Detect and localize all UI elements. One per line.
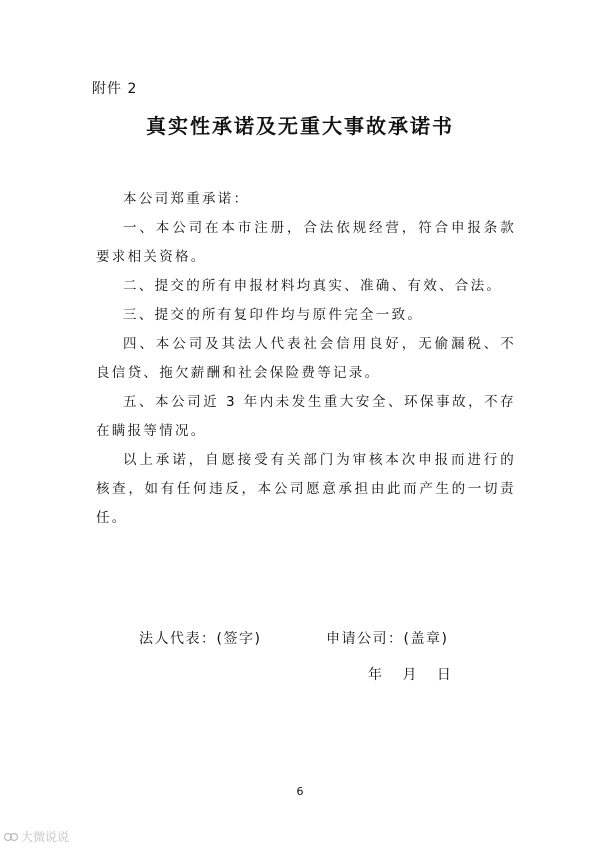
paragraph-item-1: 一、本公司在本市注册，合法依规经营，符合申报条款要求相关资格。 — [96, 220, 516, 265]
paragraph-item-3: 三、提交的所有复印件均与原件完全一致。 — [123, 307, 424, 323]
watermark-logo-icon — [4, 832, 18, 842]
legal-rep-signature: 法人代表：(签字) — [139, 631, 262, 647]
page-number: 6 — [296, 785, 304, 798]
paragraph-item-2: 二、提交的所有申报材料均真实、准确、有效、合法。 — [123, 278, 503, 294]
paragraph-intro: 本公司郑重承诺： — [123, 191, 250, 207]
paragraph-item-4: 四、本公司及其法人代表社会信用良好，无偷漏税、不良信贷、拖欠薪酬和社会保险费等记录。 — [96, 336, 516, 381]
signature-date: 年 月 日 — [368, 667, 452, 683]
paragraph-item-5: 五、本公司近 3 年内未发生重大安全、环保事故，不存在瞒报等情况。 — [96, 394, 516, 439]
attachment-label: 附件 2 — [92, 81, 138, 97]
watermark — [4, 828, 69, 845]
document-title: 真实性承诺及无重大事故承诺书 — [146, 114, 454, 138]
watermark-text: 大微说说 — [21, 830, 70, 844]
document-body — [96, 185, 516, 533]
company-seal: 申请公司：(盖章) — [326, 631, 449, 647]
paragraph-closing: 以上承诺，自愿接受有关部门为审核本次申报而进行的核查，如有任何违反，本公司愿意承担由此而产生的一切责任。 — [96, 452, 516, 526]
